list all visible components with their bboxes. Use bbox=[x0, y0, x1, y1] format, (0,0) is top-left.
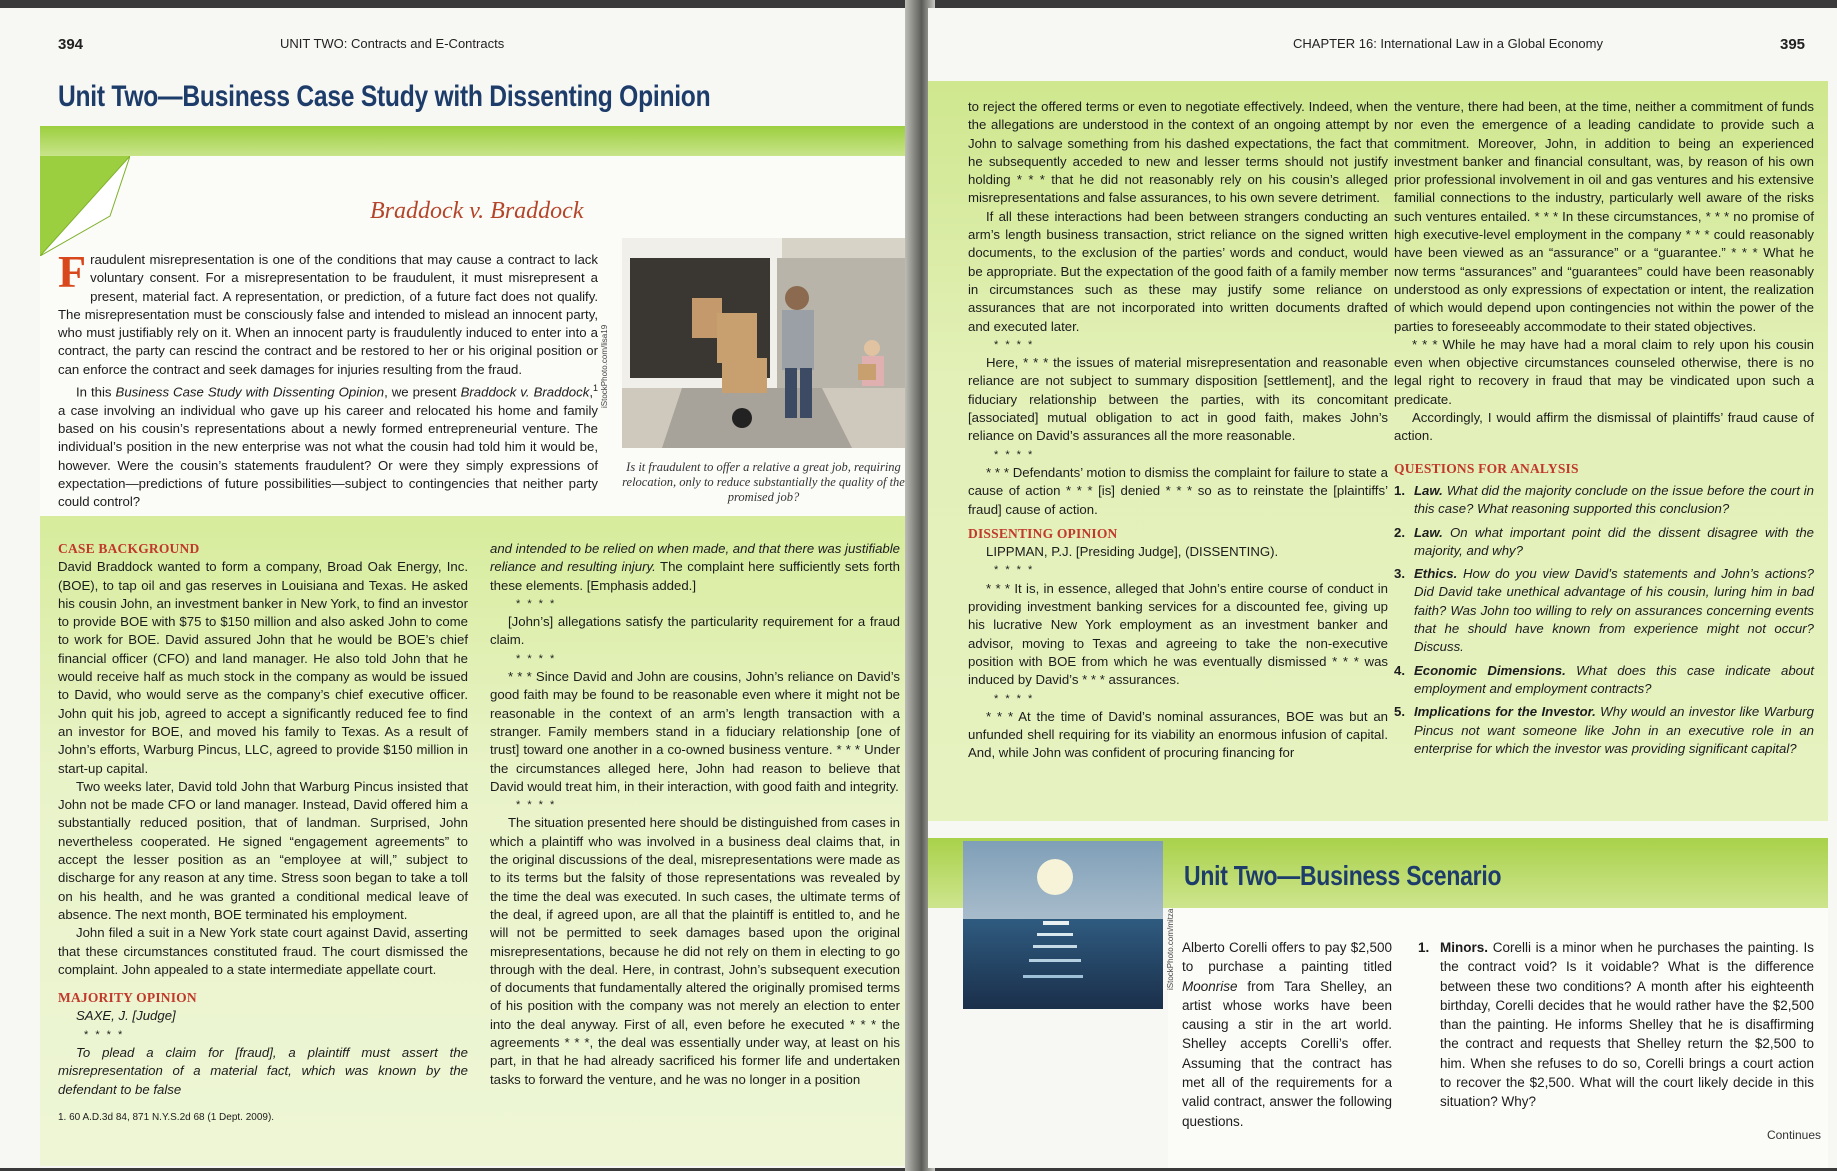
background-paragraph-3: John filed a suit in a New York state court against David, asserting that these circumstances constituted fraud. The court dismissed the complaint. John appealed to a state intermediate appellate court. bbox=[58, 925, 468, 977]
question-number: 1. bbox=[1394, 482, 1405, 498]
ellipsis-stars: * * * * bbox=[516, 799, 557, 812]
majority-paragraph-2: [John’s] allegations satisfy the particularity requirement for a fraud claim. bbox=[490, 614, 900, 648]
scenario-question-1: 1. Minors. Corelli is a minor when he purchases the painting. Is the contract void? Is it voidable? What is the difference between these two conditions? A month after his eighteenth birthday, Corelli decides that he would rather have the $2,500 than the painting. He informs Shelley that he is disaffirming the contract and requests that Shelley return the $2,500 to him. When she refuses to do so, Corelli brings a court action to recover the $2,500. What will the court likely decide in this situation? Why? bbox=[1418, 940, 1814, 1110]
question-number: 5. bbox=[1394, 704, 1405, 720]
painting-credit: iStockPhoto.com/mitza bbox=[1166, 908, 1175, 990]
dissent-paragraph-3: the venture, there had been, at the time, neither a commitment of funds nor even the emergence of a leading candidate to provide such a commitment. Moreover, John, in addition to being an experienced investment banker and financial consultant, was, by reason of his own prior professional involvement in oil and gas ventures and his extensive familial connections to the industry, particularly well aware of the risks such ventures entailed. * * * In these circumstances, * * * no promise of high executive-level employment in the company * * * could reasonably have been viewed as an “assurance” or a “guarantee.” * * * What he now terms “assurances” and “guarantees” could have been reasonably understood as only expressions of expectation or intent, the realization of which would depend upon contingencies not within the power of the parties to foreseeably accommodate to their stated objectives. bbox=[1394, 99, 1814, 334]
majority-judge: SAXE, J. [Judge] bbox=[76, 1008, 176, 1024]
left-page bbox=[0, 8, 920, 1168]
questions-heading: QUESTIONS FOR ANALYSIS bbox=[1394, 460, 1579, 476]
question-text: What does this case indicate about employment and employment contracts? bbox=[1414, 662, 1814, 696]
question-text: Why would an investor like Warburg Pincus not want someone like John in an executive role in an enterprise for which the investor was providing significant capital? bbox=[1414, 704, 1814, 756]
dissent-paragraph-5: Accordingly, I would affirm the dismissal of plaintiffs’ fraud cause of action. bbox=[1394, 410, 1814, 444]
ellipsis-stars: * * * * bbox=[516, 652, 557, 665]
photo-credit: iStockPhoto.com/lisa19 bbox=[600, 324, 609, 408]
majority-paragraph-8: * * * Defendants’ motion to dismiss the complaint for failure to state a cause of action * * * [is] denied * * * so as to reinstate the [plaintiffs’ fraud] cause of action. bbox=[968, 464, 1388, 517]
question-label: Law. bbox=[1414, 482, 1443, 498]
scenario-intro: Alberto Corelli offers to pay $2,500 to purchase a painting titled Moonrise from Tara Shelley, an artist whose works have been causing a stir in the art world. Shelley accepts Corelli’s offer. Assuming that the contract has met all of the requirements for a valid contract, answer the following questions. bbox=[1182, 940, 1392, 1129]
majority-paragraph-1: To plead a claim for [fraud], a plaintiff must assert the misrepresentation of a material fact, which was known by the defendant to be false bbox=[58, 1045, 468, 1097]
ellipsis-stars: * * * * bbox=[994, 564, 1035, 577]
left-running-head: UNIT TWO: Contracts and E-Contracts bbox=[280, 36, 505, 51]
question-number: 3. bbox=[1394, 566, 1405, 582]
question-number: 4. bbox=[1394, 662, 1405, 678]
question-item bbox=[1394, 565, 1814, 656]
majority-paragraph-continued: and intended to be relied on when made, and that there was justifiable reliance and resulting injury. The complaint here sufficiently sets forth these elements. [Emphasis added.] bbox=[490, 541, 900, 593]
dissent-judge: LIPPMAN, P.J. [Presiding Judge], (DISSENTING). bbox=[986, 544, 1279, 560]
intro-paragraph-2: In this Business Case Study with Dissenting Opinion, we present Braddock v. Braddock,$^1$ a case involving an individual who gave up his career and relocated his home and family based on his cousin’s representations about a newly formed entrepreneurial venture. The individual’s position in the new enterprise was not what the cousin had told him it would be, however. Were the cousin’s statements fraudulent? Or were they simply expressions of expectation—predictions of future possibilities—subject to contingencies that neither party could control? bbox=[58, 383, 598, 510]
dissent-paragraph-2: * * * At the time of David’s nominal assurances, BOE was but an unfunded shell requiring for its viability an enormous infusion of capital. And, while John was confident of procuring financing for bbox=[968, 708, 1388, 761]
questions-list bbox=[1394, 482, 1814, 758]
background-paragraph-1: David Braddock wanted to form a company, Broad Oak Energy, Inc. (BOE), to tap oil and gas reserves in Louisiana and Texas. He asked his cousin John, an investment banker in New York, to find an investor to provide BOE with $75 to $150 million and also asked John to come to work for BOE. David assured John that he would be BOE’s chief financial officer (CFO) and land manager. He also told John that he would receive half as much stock in the company as would be issued to David, who would serve as the company’s chief executive officer. John quit his job, agreed to accept a significantly reduced fee to find an investor for BOE, and moved his family to Texas. As a result of John’s efforts, Warburg Pincus, LLC, agreed to provide $150 million in start-up capital. bbox=[58, 559, 468, 776]
right-column-2 bbox=[1394, 98, 1814, 763]
question-number: 2. bbox=[1394, 524, 1405, 540]
case-title: Braddock v. Braddock bbox=[370, 198, 584, 224]
dissenting-opinion-heading: DISSENTING OPINION bbox=[968, 525, 1118, 541]
unit-title: Unit Two—Business Case Study with Dissenting Opinion bbox=[58, 80, 711, 113]
dissent-paragraph-4: * * * While he may have had a moral claim to rely upon his cousin even when objective circumstances counseled otherwise, there is no legal right to recovery in fraud that may be vindicated upon such a predicate. bbox=[1394, 336, 1814, 407]
case-background-heading: CASE BACKGROUND bbox=[58, 541, 200, 556]
green-band bbox=[40, 126, 910, 156]
ellipsis-stars: * * * * bbox=[84, 1028, 125, 1041]
ellipsis-stars: * * * * bbox=[994, 692, 1035, 705]
left-page-number: 394 bbox=[58, 36, 84, 53]
left-column-1 bbox=[58, 540, 468, 1127]
question-item bbox=[1394, 524, 1814, 561]
question-label: Implications for the Investor. bbox=[1414, 704, 1596, 720]
majority-paragraph-5: to reject the offered terms or even to negotiate effectively. Indeed, when the allegations are understood in the context of an ongoing attempt by John to salvage something from his dashed expectations, the fact that he subsequently acceded to new and lesser terms should not justify holding * * * that he did not reasonably rely on his cousin’s alleged misrepresentations and false assurances, to his own severe detriment. bbox=[968, 99, 1388, 206]
right-page-number: 395 bbox=[1780, 36, 1806, 53]
majority-paragraph-7: Here, * * * the issues of material misrepresentation and reasonable reliance are not subject to summary disposition [settlement], and the fiduciary relationship between the parties, with its concomitant [associated] mutual obligation to act in good faith, makes John’s reliance on David’s assurances all the more reasonable. bbox=[968, 355, 1388, 444]
question-text: How do you view David’s statements and John’s actions? Did David take unethical advantage of his cousin, luring him in bad faith? Was John too willing to rely on assurances concerning events that he should have known from experience might not occur? Discuss. bbox=[1414, 566, 1814, 655]
photo-caption: Is it fraudulent to offer a relative a great job, requiring relocation, only to reduce substantially the quality of the promised job? bbox=[622, 460, 905, 504]
scenario-title: Unit Two—Business Scenario bbox=[1184, 860, 1502, 891]
right-running-head: CHAPTER 16: International Law in a Global Economy bbox=[1293, 36, 1603, 51]
left-column-2 bbox=[490, 540, 900, 1089]
question-item bbox=[1394, 662, 1814, 699]
majority-paragraph-6: If all these interactions had been between strangers conducting an arm’s length business transaction, strict reliance on the signed written documents, to the exclusion of the parties’ words and conduct, would be appropriate. But the expectation of the good faith of a family member in circumstances such as these may justify some reliance on assurances that are not incorporated into written documents drafted and executed later. bbox=[968, 208, 1388, 334]
right-page bbox=[928, 8, 1837, 1168]
majority-paragraph-3: * * * Since David and John are cousins, John’s reliance on David’s good faith may be found to be reasonable even where it might not be reasonable in the context of an arm’s length transaction with a stranger. Family members stand in a fiduciary relationship [one of trust] toward one another in a co-owned business venture. * * * Under the circumstances alleged here, John had reason to believe that David would treat him, in their interaction, with good faith and integrity. bbox=[490, 669, 900, 794]
ellipsis-stars: * * * * bbox=[516, 597, 557, 610]
question-item bbox=[1394, 482, 1814, 519]
question-item bbox=[1394, 703, 1814, 758]
right-column-1 bbox=[968, 98, 1388, 763]
question-label: Ethics. bbox=[1414, 566, 1458, 582]
ellipsis-stars: * * * * bbox=[994, 448, 1035, 461]
majority-paragraph-4: The situation presented here should be distinguished from cases in which a plaintiff who was involved in a business deal claims that, in the original discussions of the deal, misrepresentations were made as to its terms but the falsity of those representations was revealed by the time the deal was executed. In such cases, the ultimate terms of the deal, if agreed upon, are all that the plaintiff is entitled to, and he will not be permitted to seek damages based upon the original misrepresentations, because he did not rely on them in electing to go through with the deal. Here, in contrast, John’s subsequent execution of documents that fundamentally altered the originally promised terms of his position with the company was not merely an election to enter into the deal anyway. First of all, even before he executed * * * the agreements * * *, the deal was essentially under way, at least on his part, in that he had already sacrificed his former life and undertaken tasks to forward the venture, and he was no longer in a position bbox=[490, 815, 900, 1087]
dissent-paragraph-1: * * * It is, in essence, alleged that John’s entire course of conduct in providing investment banking services for a discounted fee, giving up his lucrative New York employment as an investment banker and advisor, moving to Texas and agreeing to take the non-executive position with BOE from which he was eventually dismissed * * * was induced by David’s * * * assurances. bbox=[968, 580, 1388, 688]
question-label: Law. bbox=[1414, 524, 1443, 540]
intro-text bbox=[58, 246, 598, 512]
question-text: What did the majority conclude on the issue before the court in this case? What reasoning supported this conclusion? bbox=[1414, 482, 1814, 517]
question-text: On what important point did the dissent disagree with the majority, and why? bbox=[1414, 524, 1815, 558]
question-label: Economic Dimensions. bbox=[1414, 662, 1566, 678]
footnote: 1. 60 A.D.3d 84, 871 N.Y.S.2d 68 (1 Dept. 2009). bbox=[58, 1111, 275, 1123]
moonrise-painting bbox=[963, 841, 1163, 1009]
intro-paragraph-1: raudulent misrepresentation is one of the conditions that may cause a contract to lack voluntary consent. For a misrepresentation to be fraudulent, it must misrepresent a present, material fact. A representation, or prediction, of a future fact does not qualify. The misrepresentation must be consciously false and intended to mislead an innocent party, who must justifiably rely on it. When an innocent party is fraudulently induced to enter into a contract, the party can rescind the contract and be restored to her or his original position or can enforce the contract and seek damages for injuries resulting from the fraud. bbox=[58, 252, 598, 377]
ellipsis-stars: * * * * bbox=[994, 338, 1035, 351]
continues-label: Continues bbox=[1766, 1128, 1821, 1142]
moving-photo bbox=[622, 238, 905, 448]
page-curl-graphic bbox=[40, 156, 130, 256]
drop-cap: F bbox=[58, 246, 87, 297]
majority-opinion-heading: MAJORITY OPINION bbox=[58, 990, 197, 1006]
background-paragraph-2: Two weeks later, David told John that Warburg Pincus insisted that John not be made CFO or land manager. Instead, David offered him a substantially reduced position, that of landman. Surprised, John nevertheless cooperated. He signed “engagement agreements” to accept the lesser position as an “employee at will,” subject to discharge for any reason at any time. Stress soon began to take a toll on his health, and he was granted a conditional medical leave of absence. The next month, BOE terminated his employment. bbox=[58, 778, 468, 922]
